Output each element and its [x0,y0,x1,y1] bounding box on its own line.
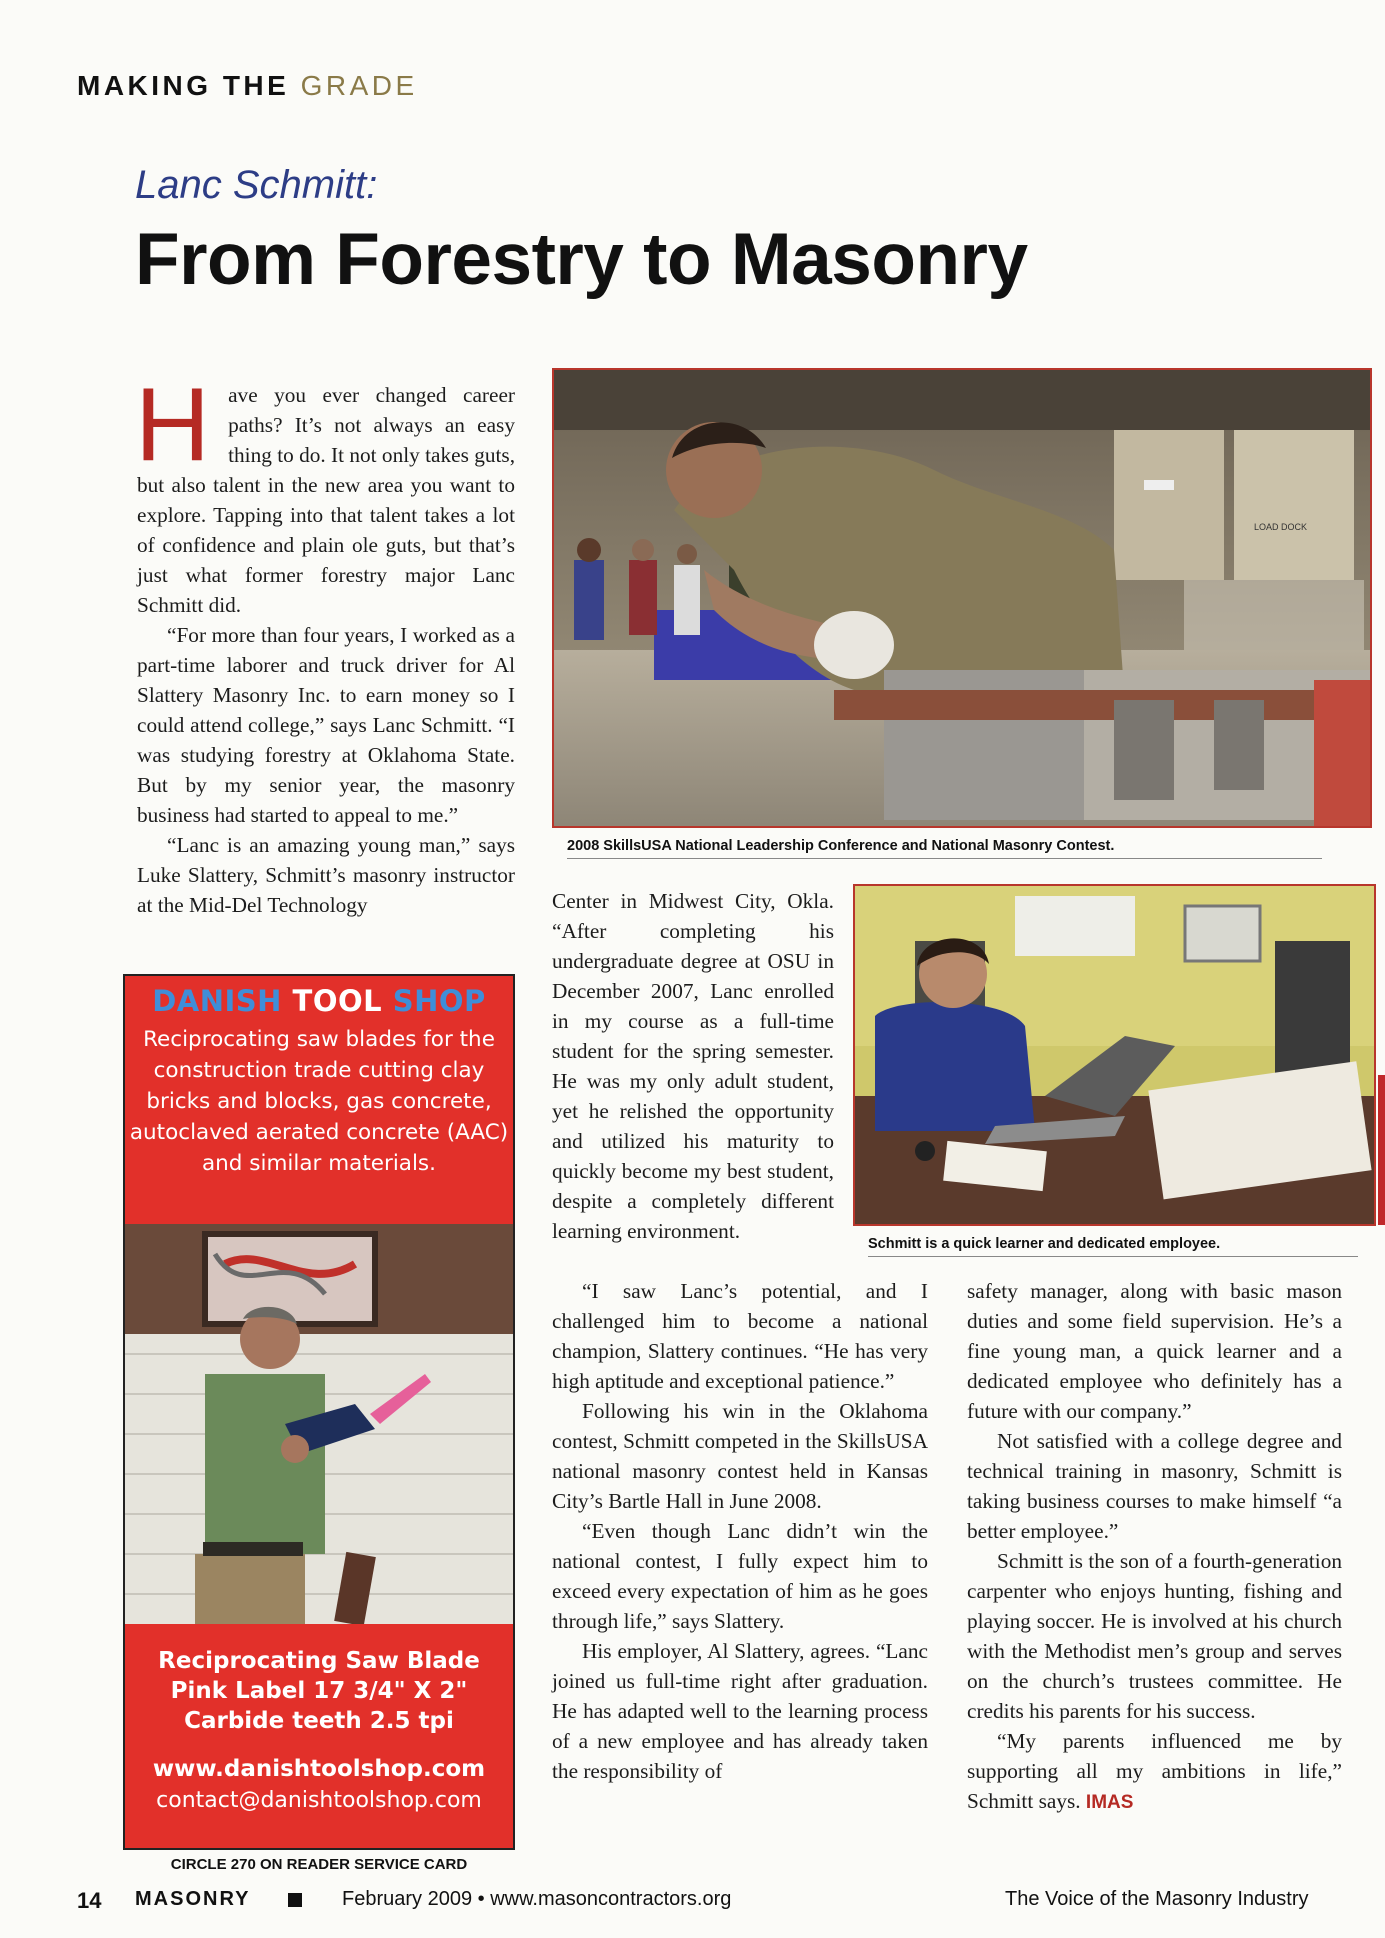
paragraph-3-start: “Lanc is an amazing young man,” says Luke Slattery, Schmitt’s masonry instructor at the Mid-Del Technology [137,833,515,917]
footer-issue: February 2009 • www.masoncontractors.org [342,1888,732,1910]
paragraph-8: Not satisfied with a college degree and technical training in masonry, Schmitt is taking business courses to make himself “a better employee.” [967,1429,1342,1543]
ad-product-line1: Reciprocating Saw Blade [158,1648,480,1674]
photo-masonry-contest-image [554,370,1372,828]
section-label-part2: GRADE [300,70,418,101]
reader-service-note: CIRCLE 270 ON READER SERVICE CARD [170,1856,468,1873]
ad-photo-image [125,1224,515,1624]
ad-header [125,976,513,1224]
paragraph-7-continued: safety manager, along with basic mason duties and some field supervision. He’s a fine young man, a quick learner and a dedicated employee who definitely has a future with our company.” [967,1279,1342,1423]
ad-product-line2: Pink Label 17 3/4" X 2" [170,1678,468,1704]
ad-product-line3: Carbide teeth 2.5 tpi [184,1708,454,1734]
advertisement[interactable] [123,974,515,1850]
section-label-part1: MAKING THE [77,70,301,101]
photo-schmitt-at-desk [853,884,1376,1226]
ad-website-link[interactable]: www.danishtoolshop.com [152,1756,486,1782]
footer-square-icon [288,1893,302,1907]
article-column-3 [967,1276,1342,1818]
paragraph-4: “I saw Lanc’s potential, and I challenged him to become a national champion, Slattery continues. “He has very high aptitude and exceptional patience.” [552,1279,928,1393]
ad-product [125,1646,513,1736]
paragraph-6: “Even though Lanc didn’t win the national contest, I fully expect him to exceed every expectation of him as he goes through life,” says Slattery. [552,1519,928,1633]
ad-photo [125,1224,513,1624]
paragraph-5: Following his win in the Oklahoma contest, Schmitt competed in the SkillsUSA national masonry contest held in Kansas City’s Bartle Hall in June 2008. [552,1399,928,1513]
page-edge-tab [1378,1075,1385,1225]
photo-caption-2: Schmitt is a quick learner and dedicated employee. [868,1236,1358,1257]
paragraph-2: “For more than four years, I worked as a part-time laborer and truck driver for Al Slattery Masonry Inc. to earn money so I could attend college,” says Lanc Schmitt. “I was studying forestry at Oklahoma State. But by my senior year, the masonry business had started to appeal to me.” [137,623,515,827]
ad-footer [125,1624,513,1850]
paragraph-9: Schmitt is the son of a fourth-generation carpenter who enjoys hunting, fishing and playing soccer. He is involved at his church with the Methodist men’s group and serves on the church’s trustees committee. He credits his parents for his success. [967,1549,1342,1723]
paragraph-1: Have you ever changed career paths? It’s not always an easy thing to do. It not only takes guts, but also talent in the new area you want to explore. Tapping into that talent takes a lot of confidence and plain ole guts, but that’s just what former forestry major Lanc Schmitt did. [135,367,516,617]
drop-cap: H [135,367,211,483]
footer-magazine: MASONRY [135,1888,251,1910]
end-mark: IMAS [1085,1792,1134,1813]
article-column-2-top [552,886,834,1246]
paragraph-10: “My parents influenced me by supporting all my ambitions in life,” Schmitt says. IMAS [967,1729,1342,1813]
section-label [77,70,418,102]
paragraph-7: His employer, Al Slattery, agrees. “Lanc joined us full-time right after graduation. He has adapted well to the learning process of a new employee and has already taken the responsibility of [552,1639,928,1783]
ad-brand-part2: TOOL [292,984,383,1018]
ad-brand-part1: DANISH [152,984,282,1018]
photo-caption-1: 2008 SkillsUSA National Leadership Conference and National Masonry Contest. [567,838,1322,859]
ad-brand-part3: SHOP [392,984,486,1018]
ad-email-link[interactable]: contact@danishtoolshop.com [156,1788,482,1813]
page-number: 14 [77,1888,102,1913]
article-column-2-bottom [552,1276,928,1786]
ad-description: Reciprocating saw blades for the construction trade cutting clay bricks and blocks, gas concrete, autoclaved aerated concrete (AAC) and similar materials. [129,1027,509,1176]
article-kicker: Lanc Schmitt: [135,163,378,207]
photo-schmitt-at-desk-image [855,886,1376,1226]
banner-text: LOAD DOCK [1254,522,1308,532]
article-column-1 [135,367,516,920]
ad-brand [125,984,513,1018]
article-headline: From Forestry to Masonry [135,219,1028,300]
footer-tagline: The Voice of the Masonry Industry [1005,1888,1309,1910]
paragraph-3-continued: Center in Midwest City, Okla. “After completing his undergraduate degree at OSU in December 2007, Lanc enrolled in my course as a full-time student for the spring semester. He was my only adult student, yet he relished the opportunity and utilized his maturity to quickly become my best student, despite a completely different learning environment. [552,889,834,1243]
photo-masonry-contest [552,368,1372,828]
